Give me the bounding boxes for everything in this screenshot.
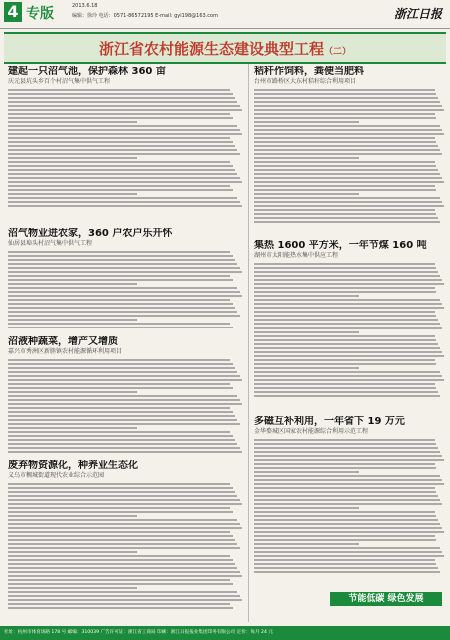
text-line xyxy=(8,439,235,441)
text-line xyxy=(254,121,359,123)
text-line xyxy=(8,145,235,147)
text-line xyxy=(8,567,237,569)
text-line xyxy=(254,463,435,465)
text-line xyxy=(254,367,359,369)
text-line xyxy=(254,543,359,545)
text-line xyxy=(8,129,240,131)
text-line xyxy=(254,531,444,533)
paper-logo: 浙江日报 xyxy=(393,7,442,21)
editor-info: 编辑：徐玲 电话：0571-86572195 E-mail: gyl198@163.com xyxy=(72,13,218,19)
text-line xyxy=(254,515,436,517)
text-line xyxy=(8,443,237,445)
article-5 xyxy=(254,66,444,236)
text-line xyxy=(254,323,440,325)
text-line xyxy=(8,283,137,285)
text-line xyxy=(254,511,435,513)
article-title: 集热 1600 平方米，一年节煤 160 吨 xyxy=(254,240,427,251)
text-line xyxy=(8,89,230,91)
text-line xyxy=(254,527,442,529)
text-line xyxy=(254,157,359,159)
text-line xyxy=(254,133,444,135)
text-line xyxy=(254,551,442,553)
text-line xyxy=(254,571,440,573)
text-line xyxy=(8,363,233,365)
feature-banner xyxy=(4,32,446,64)
text-line xyxy=(8,315,240,317)
article-body xyxy=(254,439,444,573)
text-line xyxy=(254,503,442,505)
text-line xyxy=(8,157,137,159)
text-line xyxy=(254,129,442,131)
text-line xyxy=(254,101,440,103)
text-line xyxy=(254,487,435,489)
text-line xyxy=(8,121,137,123)
text-line xyxy=(254,471,359,473)
text-line xyxy=(254,523,440,525)
issue-date: 2013.6.18 xyxy=(72,3,98,9)
text-line xyxy=(8,375,240,377)
text-line xyxy=(8,319,137,321)
text-line xyxy=(254,459,444,461)
text-line xyxy=(8,391,137,393)
text-line xyxy=(254,447,438,449)
text-line xyxy=(8,197,237,199)
text-line xyxy=(254,299,440,301)
text-line xyxy=(8,387,233,389)
text-line xyxy=(254,153,442,155)
text-line xyxy=(254,567,438,569)
text-line xyxy=(8,153,240,155)
article-body xyxy=(8,251,242,328)
text-line xyxy=(254,213,436,215)
text-line xyxy=(8,141,233,143)
text-line xyxy=(254,279,442,281)
text-line xyxy=(8,563,235,565)
text-line xyxy=(254,467,436,469)
text-line xyxy=(254,355,444,357)
text-line xyxy=(8,161,230,163)
text-line xyxy=(254,117,436,119)
text-line xyxy=(8,515,137,517)
text-line xyxy=(254,371,440,373)
text-line xyxy=(8,411,233,413)
text-line xyxy=(8,395,237,397)
text-line xyxy=(8,133,242,135)
text-line xyxy=(8,177,240,179)
text-line xyxy=(8,583,233,585)
text-line xyxy=(8,371,237,373)
article-title: 秸秆作饲料，粪便当肥料 xyxy=(254,66,364,77)
text-line xyxy=(8,93,233,95)
text-line xyxy=(8,263,237,265)
text-line xyxy=(254,137,435,139)
text-line xyxy=(254,383,435,385)
text-line xyxy=(8,555,230,557)
text-line xyxy=(254,507,359,509)
article-4 xyxy=(8,460,242,620)
text-line xyxy=(254,339,436,341)
text-line xyxy=(254,315,436,317)
text-line xyxy=(8,113,230,115)
text-line xyxy=(8,299,230,301)
text-line xyxy=(8,287,237,289)
text-line xyxy=(8,271,242,273)
text-line xyxy=(254,307,444,309)
text-line xyxy=(8,503,242,505)
text-line xyxy=(254,291,436,293)
text-line xyxy=(8,495,237,497)
text-line xyxy=(254,395,440,397)
text-line xyxy=(254,439,435,441)
text-line xyxy=(254,201,442,203)
text-line xyxy=(254,97,438,99)
slogan-badge: 节能低碳 绿色发展 xyxy=(330,592,442,606)
text-line xyxy=(8,259,235,261)
text-line xyxy=(8,415,235,417)
text-line xyxy=(8,587,137,589)
text-line xyxy=(8,519,237,521)
text-line xyxy=(254,331,359,333)
text-line xyxy=(8,327,233,328)
text-line xyxy=(254,113,435,115)
text-line xyxy=(8,137,230,139)
text-line xyxy=(254,267,436,269)
article-title: 多磁互补利用，一年省下 19 万元 xyxy=(254,416,405,427)
article-subtitle: 金华婺城区国家农村能源综合利用示范工程 xyxy=(254,428,369,435)
text-line xyxy=(254,109,444,111)
text-line xyxy=(8,279,233,281)
text-line xyxy=(8,543,237,545)
text-line xyxy=(254,311,435,313)
text-line xyxy=(254,351,442,353)
text-line xyxy=(8,109,242,111)
text-line xyxy=(8,359,230,361)
text-line xyxy=(8,535,233,537)
text-line xyxy=(254,275,440,277)
text-line xyxy=(254,197,440,199)
article-subtitle: 仙居县埠头村沼气集中供气工程 xyxy=(8,240,93,247)
text-line xyxy=(8,551,137,553)
text-line xyxy=(254,343,438,345)
article-title: 废弃物资源化，种养业生态化 xyxy=(8,460,138,471)
text-line xyxy=(8,267,240,269)
banner-title: 浙江省农村能源生态建设典型工程（二） xyxy=(98,40,352,58)
text-line xyxy=(254,149,440,151)
article-body xyxy=(254,263,444,397)
text-line xyxy=(254,379,444,381)
text-line xyxy=(8,483,230,485)
text-line xyxy=(8,403,242,405)
text-line xyxy=(254,161,435,163)
text-line xyxy=(254,535,435,537)
text-line xyxy=(8,149,237,151)
text-line xyxy=(254,105,442,107)
text-line xyxy=(8,487,233,489)
text-line xyxy=(254,387,436,389)
text-line xyxy=(8,539,235,541)
text-line xyxy=(254,455,442,457)
text-line xyxy=(254,303,442,305)
text-line xyxy=(254,479,442,481)
article-1 xyxy=(8,66,242,222)
text-line xyxy=(254,475,440,477)
text-line xyxy=(254,221,440,223)
text-line xyxy=(8,531,230,533)
text-line xyxy=(254,125,440,127)
text-line xyxy=(8,507,230,509)
text-line xyxy=(8,491,235,493)
text-line xyxy=(8,559,233,561)
text-line xyxy=(8,579,230,581)
text-line xyxy=(254,547,440,549)
article-title: 沼液种蔬菜，增产又增质 xyxy=(8,336,118,347)
article-subtitle: 台州市路桥区大东村秸秆综合利用项目 xyxy=(254,78,357,85)
text-line xyxy=(254,483,444,485)
text-line xyxy=(254,443,436,445)
text-line xyxy=(254,185,435,187)
text-line xyxy=(254,451,440,453)
text-line xyxy=(8,255,233,257)
text-line xyxy=(8,527,242,529)
text-line xyxy=(8,383,230,385)
text-line xyxy=(254,141,436,143)
text-line xyxy=(8,205,242,207)
text-line xyxy=(8,291,240,293)
text-line xyxy=(254,283,444,285)
text-line xyxy=(254,181,444,183)
text-line xyxy=(8,571,240,573)
text-line xyxy=(8,431,230,433)
text-line xyxy=(8,575,242,577)
page-number: 4 xyxy=(4,2,22,22)
text-line xyxy=(8,595,240,597)
text-line xyxy=(8,419,237,421)
text-line xyxy=(254,495,438,497)
text-line xyxy=(254,519,438,521)
text-line xyxy=(8,499,240,501)
article-subtitle: 义乌市稠城街道现代农业综合示范园 xyxy=(8,472,105,479)
text-line xyxy=(254,217,438,219)
text-line xyxy=(254,165,436,167)
article-body xyxy=(254,89,444,223)
article-body xyxy=(8,89,242,207)
text-line xyxy=(254,359,435,361)
text-line xyxy=(254,93,436,95)
text-line xyxy=(254,169,438,171)
text-line xyxy=(254,189,436,191)
article-2 xyxy=(8,228,242,328)
text-line xyxy=(8,423,240,425)
article-title: 建起一只沼气池，保护森林 360 亩 xyxy=(8,66,166,77)
text-line xyxy=(254,491,436,493)
text-line xyxy=(254,563,436,565)
text-line xyxy=(8,399,240,401)
text-line xyxy=(254,89,435,91)
text-line xyxy=(254,499,440,501)
text-line xyxy=(254,271,438,273)
text-line xyxy=(8,599,242,601)
banner-subtitle: （二） xyxy=(324,47,352,57)
article-subtitle: 庆元县坑头乡百个村沼气集中供气工程 xyxy=(8,78,111,85)
text-line xyxy=(254,375,442,377)
text-line xyxy=(8,311,237,313)
text-line xyxy=(8,591,237,593)
article-6 xyxy=(254,240,444,410)
section-label: 专版 xyxy=(26,6,54,22)
text-line xyxy=(254,539,436,541)
text-line xyxy=(8,169,235,171)
text-line xyxy=(254,177,442,179)
text-line xyxy=(254,319,438,321)
footer-strip: 社址：杭州市体育场路 178 号 邮编：310039 广告许可证：浙江省工商局 印刷：浙江日报报业集团印务有限公司 定价：每月 24 元 xyxy=(0,626,450,640)
text-line xyxy=(8,407,230,409)
text-line xyxy=(8,307,235,309)
text-line xyxy=(254,327,442,329)
text-line xyxy=(8,193,137,195)
text-line xyxy=(8,295,242,297)
text-line xyxy=(8,323,230,325)
article-3 xyxy=(8,336,242,454)
text-line xyxy=(8,173,237,175)
text-line xyxy=(8,379,242,381)
text-line xyxy=(254,209,435,211)
text-line xyxy=(254,287,435,289)
text-line xyxy=(8,511,233,513)
masthead xyxy=(0,0,450,29)
text-line xyxy=(254,205,444,207)
text-line xyxy=(254,363,436,365)
text-line xyxy=(254,347,440,349)
text-line xyxy=(8,275,230,277)
text-line xyxy=(254,391,438,393)
article-title: 沼气物业进农家，360 户农户乐开怀 xyxy=(8,228,173,239)
text-line xyxy=(8,451,242,453)
text-line xyxy=(8,97,235,99)
text-line xyxy=(254,295,359,297)
text-line xyxy=(8,181,242,183)
text-line xyxy=(8,165,233,167)
text-line xyxy=(8,435,233,437)
text-line xyxy=(8,427,137,429)
text-line xyxy=(254,193,359,195)
text-line xyxy=(8,523,240,525)
column-divider xyxy=(248,64,249,622)
text-line xyxy=(254,263,435,265)
article-subtitle: 嘉兴市秀洲区新塍镇农村能源循环利用项目 xyxy=(8,348,123,355)
text-line xyxy=(8,547,240,549)
text-line xyxy=(8,607,233,609)
text-line xyxy=(8,185,230,187)
text-line xyxy=(8,251,230,253)
text-line xyxy=(254,145,438,147)
text-line xyxy=(8,101,237,103)
article-body xyxy=(8,359,242,453)
text-line xyxy=(8,125,237,127)
article-subtitle: 湖州市太阳能热水集中供应工程 xyxy=(254,252,339,259)
text-line xyxy=(8,117,233,119)
article-body xyxy=(8,483,242,609)
text-line xyxy=(8,447,240,449)
text-line xyxy=(8,603,230,605)
text-line xyxy=(254,555,444,557)
text-line xyxy=(8,189,233,191)
text-line xyxy=(254,173,440,175)
text-line xyxy=(254,335,435,337)
text-line xyxy=(8,367,235,369)
text-line xyxy=(8,105,240,107)
text-line xyxy=(8,201,240,203)
article-7 xyxy=(254,416,444,588)
text-line xyxy=(254,559,435,561)
text-line xyxy=(8,303,233,305)
